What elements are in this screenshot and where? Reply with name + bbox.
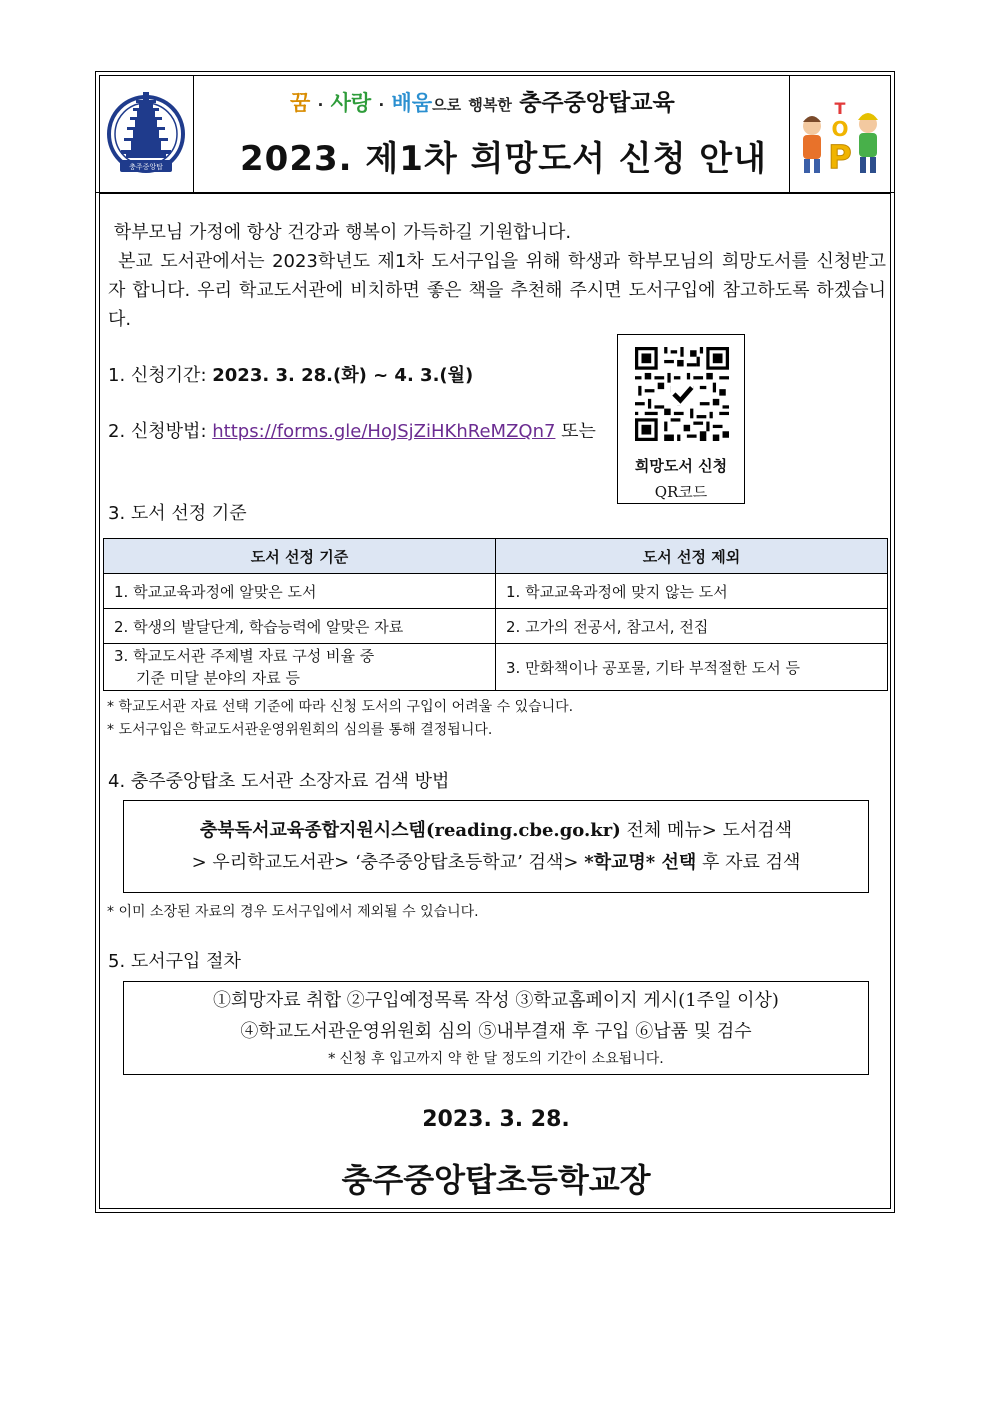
header-rule (95, 192, 895, 193)
table-cell: 1. 학교교육과정에 맞지 않는 도서 (496, 574, 888, 609)
procedure-line-1: ①희망자료 취합 ②구입예정목록 작성 ③학교홈페이지 게시(1주일 이상) (213, 990, 779, 1011)
table-cell: 3. 만화책이나 공포물, 기타 부적절한 도서 등 (496, 644, 888, 691)
table-header-include: 도서 선정 기준 (104, 539, 496, 574)
svg-text:O: O (831, 117, 849, 141)
table-header-exclude: 도서 선정 제외 (496, 539, 888, 574)
table-row (104, 644, 888, 691)
table-cell: 1. 학교교육과정에 알맞은 도서 (104, 574, 496, 609)
note-committee: * 도서구입은 학교도서관운영위원회의 심의를 통해 결정됩니다. (107, 722, 493, 738)
slogan-happy: 행복한 (468, 96, 512, 114)
table-cell: 2. 고가의 전공서, 참고서, 전집 (496, 609, 888, 644)
table-row (104, 609, 888, 644)
form-link[interactable]: https://forms.gle/HoJSjZiHKhReMZQn7 (212, 421, 556, 442)
slogan-dot: · (317, 96, 324, 114)
procedure-line-2: ④학교도서관운영위원회 심의 ⑤내부결재 후 구입 ⑥납품 및 검수 (240, 1021, 752, 1042)
intro-paragraph (108, 218, 886, 334)
intro-line-greeting: 학부모님 가정에 항상 건강과 행복이 가득하길 기원합니다. (113, 222, 572, 243)
method-row (108, 418, 596, 446)
school-logo-icon (100, 76, 193, 193)
slogan-suffix: 으로 (432, 96, 462, 114)
slogan-love: 사랑 (330, 91, 372, 115)
method-suffix: 또는 (561, 421, 596, 442)
slogan (290, 84, 675, 117)
period-row (108, 362, 473, 390)
search-line-2: > 우리학교도서관> ‘충주중앙탑초등학교’ 검색> *학교명* 선택 후 자료 검색 (191, 852, 801, 873)
svg-text:충주중앙탑: 충주중앙탑 (129, 163, 163, 171)
logo-cell (100, 76, 194, 193)
period-value: 2023. 3. 28.(화) ~ 4. 3.(월) (212, 365, 474, 386)
mascot-cell (789, 76, 890, 193)
qr-caption-sub: QR코드 (654, 483, 708, 501)
procedure-note: * 신청 후 입고까지 약 한 달 정도의 기간이 소요됩니다. (328, 1051, 664, 1067)
criteria-table (103, 538, 888, 691)
svg-text:T: T (834, 99, 846, 118)
slogan-dot: · (378, 96, 385, 114)
note-owned: * 이미 소장된 자료의 경우 도서구입에서 제외될 수 있습니다. (107, 904, 479, 920)
procedure-heading: 5. 도서구입 절차 (108, 951, 241, 972)
table-header-row (104, 539, 888, 574)
note-selection: * 학교도서관 자료 선택 기준에 따라 신청 도서의 구입이 어려울 수 있습니다. (107, 699, 574, 715)
slogan-school-edu: 충주중앙탑교육 (519, 90, 675, 116)
table-cell: 2. 학생의 발달단계, 학습능력에 알맞은 자료 (104, 609, 496, 644)
header (100, 76, 890, 194)
criteria-heading: 3. 도서 선정 기준 (108, 503, 247, 524)
method-label: 2. 신청방법: (108, 421, 207, 442)
intro-line-purpose: 본교 도서관에서는 2023학년도 제1차 도서구입을 위해 학생과 학부모님의 희망도서를 신청받고자 합니다. 우리 학교도서관에 비치하면 좋은 책을 추천해 주시면 도서구입에 참고하도록 하겠습니다. (108, 251, 886, 330)
table-cell: 3. 학교도서관 주제별 자료 구성 비율 중 기준 미달 분야의 자료 등 (104, 644, 496, 691)
slogan-learn: 배움 (391, 91, 433, 115)
qr-box (617, 334, 745, 504)
search-heading: 4. 충주중앙탑초 도서관 소장자료 검색 방법 (108, 771, 450, 792)
svg-text:P: P (828, 138, 852, 176)
search-line-1: 충북독서교육종합지원시스템(reading.cbe.go.kr) 전체 메뉴> 도서검색 (199, 820, 793, 841)
table-row (104, 574, 888, 609)
procedure-box (123, 981, 869, 1075)
period-label: 1. 신청기간: (108, 365, 207, 386)
slogan-dream: 꿈 (290, 91, 311, 115)
qr-caption-title: 희망도서 신청 (634, 457, 728, 475)
search-method-box (123, 800, 869, 893)
document-date: 2023. 3. 28. (422, 1107, 570, 1132)
top-mascot-icon (790, 76, 890, 193)
page-title: 2023. 제1차 희망도서 신청 안내 (240, 139, 767, 179)
principal-signature: 충주중앙탑초등학교장 (341, 1161, 651, 1199)
qr-code-icon[interactable] (635, 347, 729, 441)
